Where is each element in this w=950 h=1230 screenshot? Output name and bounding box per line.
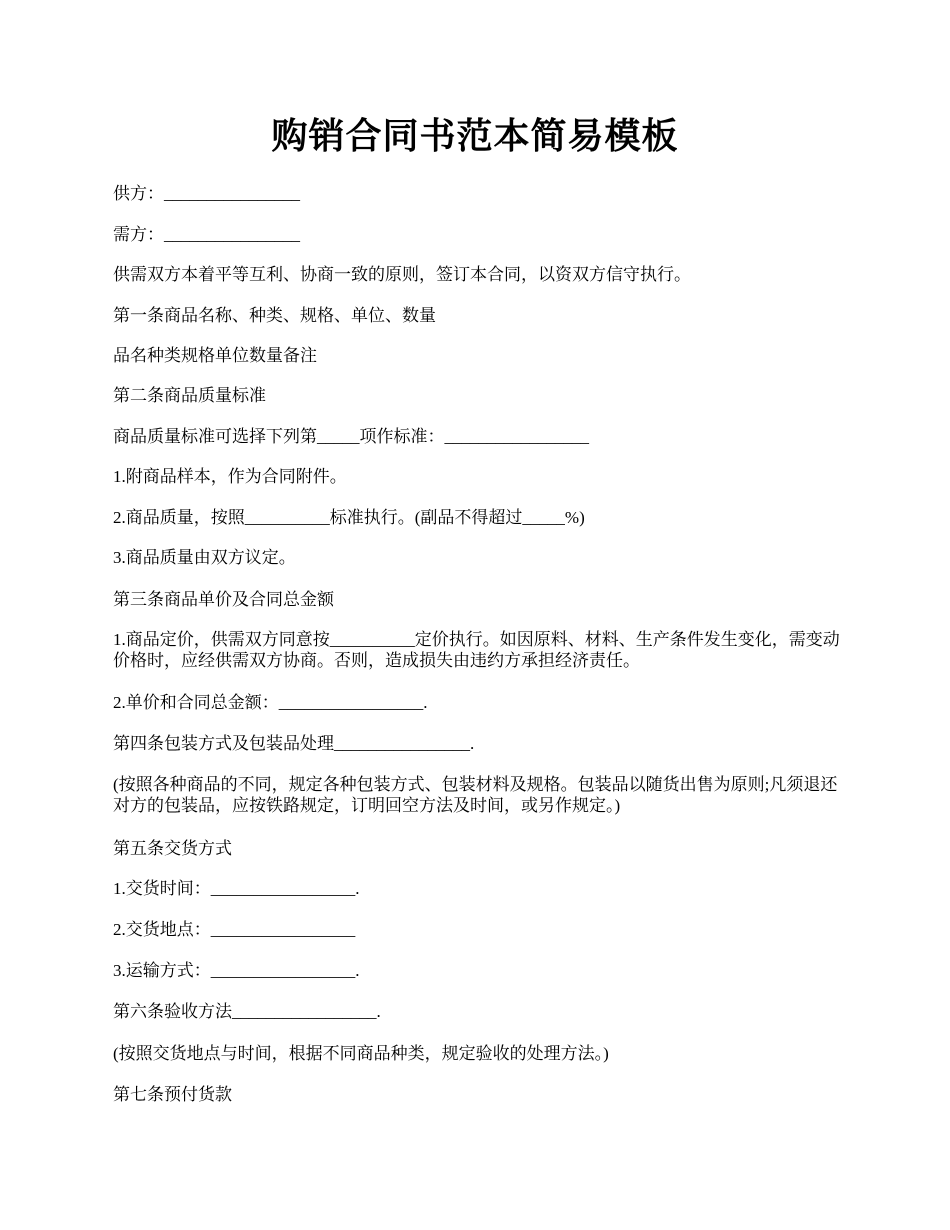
price-item-1: 1.商品定价，供需双方同意按__________定价执行。如因原料、材料、生产条件发生变化，需变动价格时，应经供需双方协商。否则，造成损失由违约方承担经济责任。 xyxy=(113,630,840,670)
article-5-heading: 第五条交货方式 xyxy=(113,839,232,858)
quality-item-1: 1.附商品样本，作为合同附件。 xyxy=(113,467,347,486)
supplier-line: 供方：________________ xyxy=(113,184,300,203)
transport-method-line: 3.运输方式：_________________. xyxy=(113,961,360,980)
article-2-heading: 第二条商品质量标准 xyxy=(113,386,266,405)
inspection-note: (按照交货地点与时间，根据不同商品种类，规定验收的处理方法。) xyxy=(113,1044,609,1063)
document-title: 购销合同书范本简易模板 xyxy=(271,116,679,156)
quality-item-2: 2.商品质量，按照__________标准执行。(副品不得超过_____%) xyxy=(113,508,585,527)
price-item-2: 2.单价和合同总金额：_________________. xyxy=(113,693,428,712)
quality-standard-line: 商品质量标准可选择下列第_____项作标准：_________________ xyxy=(113,427,589,446)
delivery-place-line: 2.交货地点：_________________ xyxy=(113,920,356,939)
article-1-heading: 第一条商品名称、种类、规格、单位、数量 xyxy=(113,306,436,325)
article-3-heading: 第三条商品单价及合同总金额 xyxy=(113,590,334,609)
quality-item-3: 3.商品质量由双方议定。 xyxy=(113,548,296,567)
article-6-heading: 第六条验收方法_________________. xyxy=(113,1002,381,1021)
packaging-note: (按照各种商品的不同，规定各种包装方式、包装材料及规格。包装品以随货出售为原则;凡须退还对方的包装品，应按铁路规定，订明回空方法及时间，或另作规定。) xyxy=(113,775,838,815)
article-4-heading: 第四条包装方式及包装品处理________________. xyxy=(113,734,475,753)
preamble-paragraph: 供需双方本着平等互利、协商一致的原则，签订本合同，以资双方信守执行。 xyxy=(113,265,691,284)
product-table-header-line: 品名种类规格单位数量备注 xyxy=(113,346,317,365)
buyer-line: 需方：________________ xyxy=(113,225,300,244)
article-7-heading: 第七条预付货款 xyxy=(113,1085,232,1104)
delivery-time-line: 1.交货时间：_________________. xyxy=(113,879,360,898)
